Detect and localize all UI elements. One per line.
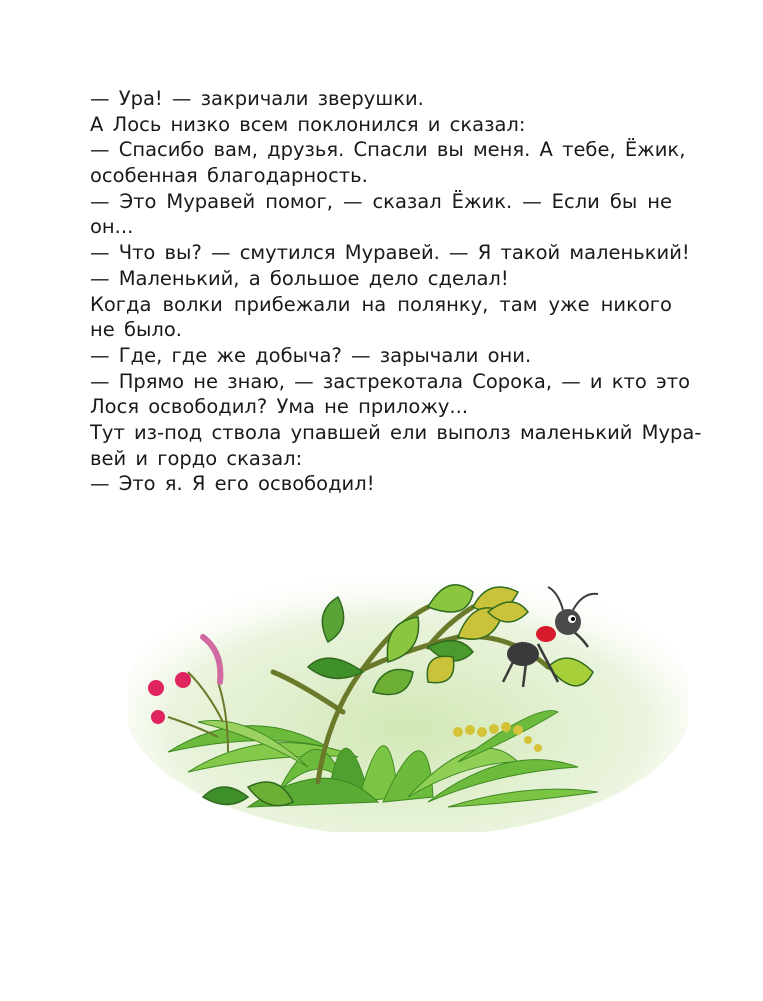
story-line: вей и гордо сказал: [90, 446, 303, 470]
story-line: Лося освободил? Ума не приложу... [90, 395, 469, 419]
ant-thorax [536, 626, 556, 642]
story-line: — Где, где же добыча? — зарычали они. [90, 343, 532, 367]
story-line: Когда волки прибежали на полянку, там уже никого [90, 292, 672, 316]
flower-icon [151, 710, 165, 724]
story-line: А Лось низко всем поклонился и сказал: [90, 112, 526, 136]
story-line: — Ура! — закричали зверушки. [90, 87, 424, 110]
story-line: — Что вы? — смутился Муравей. — Я такой маленький! [90, 241, 690, 265]
story-line: — Спасибо вам, друзья. Спасли вы меня. А тебе, Ёжик, [90, 138, 686, 162]
ant-head [555, 609, 581, 635]
story-line: — Это я. Я его освободил! [90, 472, 375, 496]
illustration-ant-plant [128, 552, 688, 832]
leaf [427, 656, 453, 682]
story-text [90, 86, 702, 497]
story-line: — Маленький, а большое дело сделал! [90, 266, 509, 290]
flower-icon [148, 680, 164, 696]
story-line: Тут из-под ствола упавшей ели выполз маленький Мура- [90, 420, 702, 444]
story-line: — Прямо не знаю, — застрекотала Сорока, — и кто это [90, 369, 691, 393]
ant-abdomen [507, 642, 539, 666]
story-line: он... [90, 215, 134, 239]
story-line: особенная благодарность. [90, 164, 368, 188]
flower-icon [175, 672, 191, 688]
illustration-svg [128, 552, 688, 832]
story-line: не было. [90, 318, 182, 342]
story-line: — Это Муравей помог, — сказал Ёжик. — Если бы не [90, 189, 672, 213]
